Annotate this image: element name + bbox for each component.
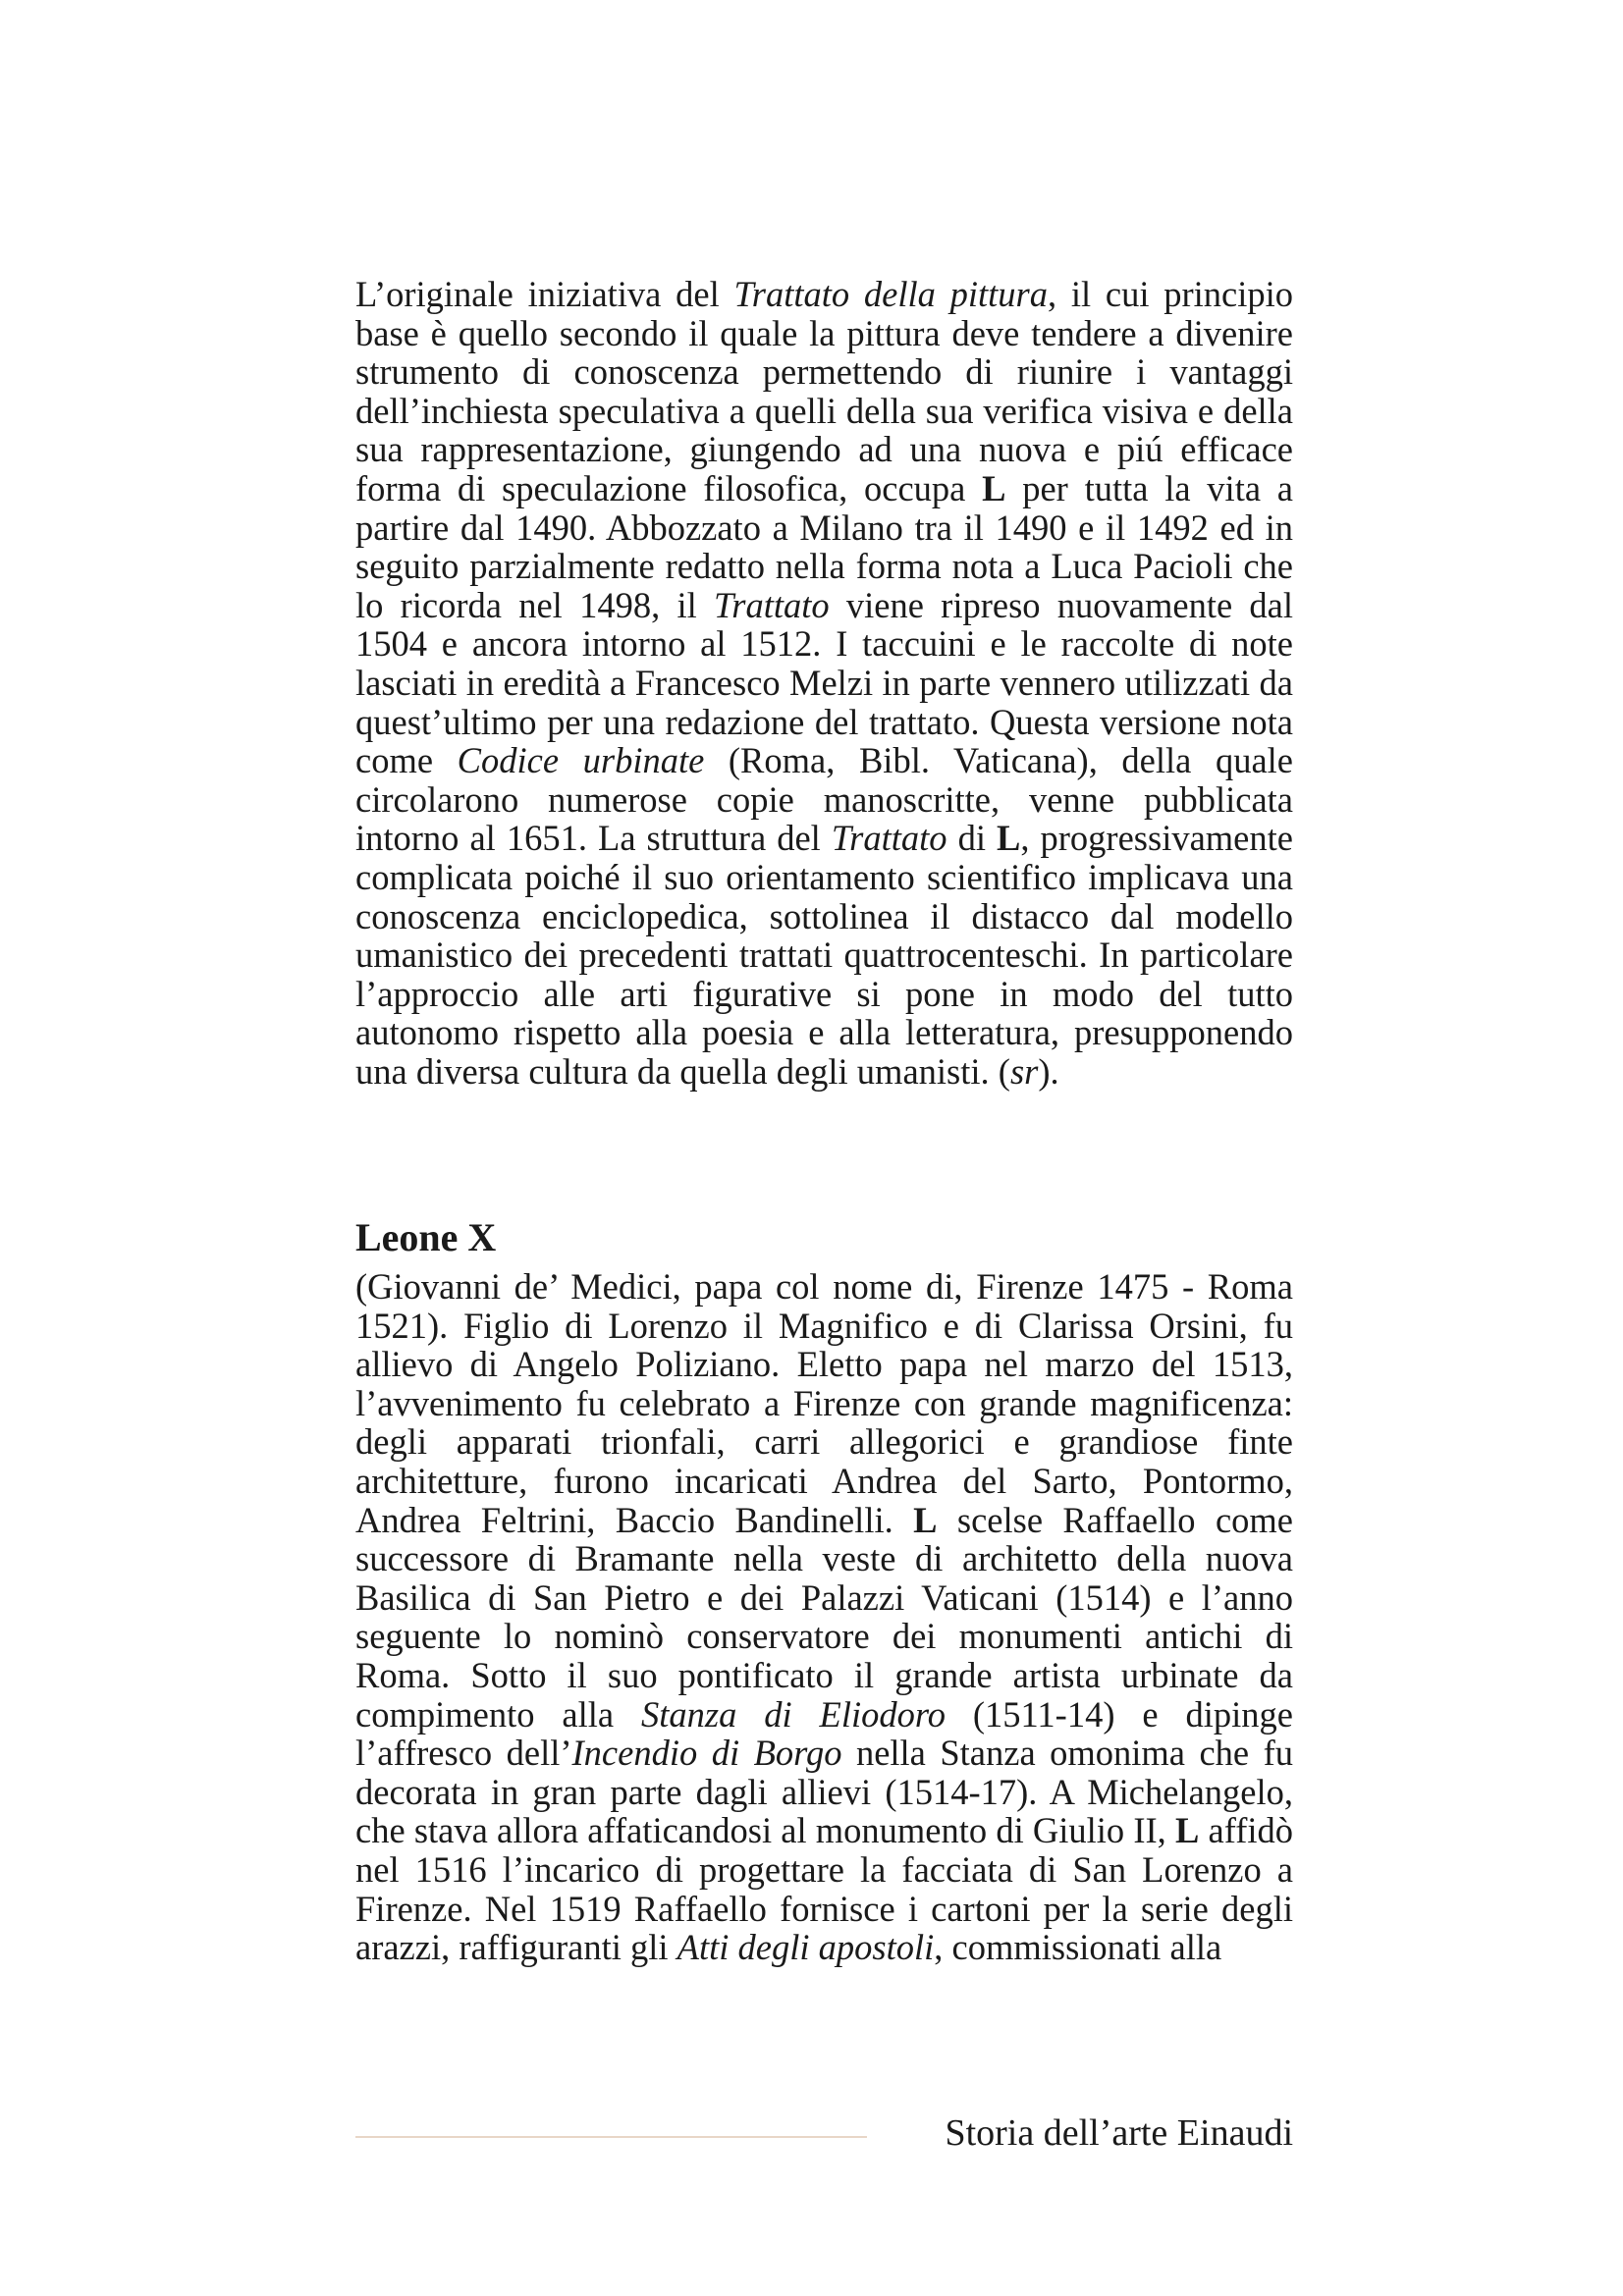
- text-run: (1511-14) e dipinge l’affresco dell’: [355, 1693, 1293, 1774]
- author-initials: sr: [1009, 1050, 1039, 1092]
- italic-title-trattato: Trattato: [713, 584, 830, 625]
- entry-trattato-paragraph: [355, 275, 1293, 1091]
- footer-divider: [355, 2136, 867, 2138]
- italic-title-codice-urbinate: Codice urbinate: [457, 740, 705, 781]
- italic-title-atti-apostoli: Atti degli apostoli: [676, 1927, 935, 1968]
- text-run: (Giovanni de’ Medici, papa col nome di, Firenze 1475 - Roma 1521). Figlio di Lorenzo il Magnifico e di Clarissa Orsini, fu allievo di Angelo Poliziano. Eletto papa nel marzo del 1513, l’avvenimento fu celebrato a Firenze con grande magnificenza: degli apparati trionfali, carri allegorici e grandiose finte architetture, furono incaricati Andrea del Sarto, Pontormo, Andrea Feltrini, Baccio Bandinelli.: [355, 1266, 1293, 1540]
- text-run: di: [947, 818, 997, 859]
- text-run: affidò nel 1516 l’incarico di progettare la facciata di San Lorenzo a Firenze. Nel 1519 Raffaello fornisce i cartoni per la serie degli arazzi, raffiguranti gli: [355, 1810, 1293, 1968]
- text-run: , progressivamente complicata poiché il suo orientamento scientifico implicava una conoscenza enciclopedica, sottolinea il distacco dal modello umanistico dei precedenti trattati quattrocenteschi. In particolare l’approccio alle arti figurative si pone in modo del tutto autonomo rispetto alla poesia e alla letteratura, presupponendo una diversa cultura da quella degli umanisti. (: [355, 818, 1293, 1092]
- text-run: viene ripreso nuovamente dal 1504 e ancora intorno al 1512. I taccuini e le raccolte di note lasciati in eredità a Francesco Melzi in parte vennero utilizzati da quest’ultimo per una redazione del trattato. Questa versione nota come: [355, 584, 1293, 781]
- italic-title-stanza-eliodoro: Stanza di Eliodoro: [640, 1693, 946, 1735]
- italic-title-incendio-borgo: Incendio di Borgo: [571, 1733, 842, 1774]
- entry-heading-leone-x: Leone X: [355, 1215, 497, 1259]
- text-run: L’originale iniziativa del: [355, 274, 734, 314]
- text-run: ).: [1038, 1050, 1059, 1092]
- paragraph-text: [355, 1267, 1293, 1967]
- footer-publication-title: Storia dell’arte Einaudi: [945, 2112, 1293, 2154]
- entry-leone-paragraph: [355, 1267, 1293, 1967]
- text-run: per tutta la vita a partire dal 1490. Abbozzato a Milano tra il 1490 e il 1492 ed in seguito parzialmente redatto nella forma nota a Luca Pacioli che lo ricorda nel 1498, il: [355, 467, 1293, 625]
- bold-abbreviation-l: L: [1174, 1810, 1200, 1851]
- text-run: scelse Raffaello come successore di Bramante nella veste di architetto della nuova Basilica di San Pietro e dei Palazzi Vaticani (1514) e l’anno seguente lo nominò conservatore dei monumenti antichi di Roma. Sotto il suo pontificato il grande artista urbinate da compimento alla: [355, 1499, 1293, 1735]
- paragraph-text: [355, 275, 1293, 1091]
- text-run: (Roma, Bibl. Vaticana), della quale circolarono numerose copie manoscritte, venne pubblicata intorno al 1651. La struttura del: [355, 740, 1293, 859]
- text-run: nella Stanza omonima che fu decorata in gran parte dagli allievi (1514-17). A Michelangelo, che stava allora affaticandosi al monumento di Giulio II,: [355, 1733, 1294, 1851]
- bold-abbreviation-l: L: [982, 467, 1006, 508]
- bold-abbreviation-l: L: [913, 1499, 938, 1540]
- text-run: , il cui principio base è quello secondo il quale la pittura deve tendere a divenire strumento di conoscenza permettendo di riunire i vantaggi dell’inchiesta speculativa a quelli della sua verifica visiva e della sua rappresentazione, giungendo ad una nuova e piú efficace forma di speculazione filosofica, occupa: [355, 274, 1293, 508]
- bold-abbreviation-l: L: [997, 818, 1021, 859]
- italic-title-trattato-pittura: Trattato della pittura: [733, 274, 1048, 314]
- text-run: , commissionati alla: [934, 1927, 1222, 1968]
- italic-title-trattato: Trattato: [831, 818, 947, 859]
